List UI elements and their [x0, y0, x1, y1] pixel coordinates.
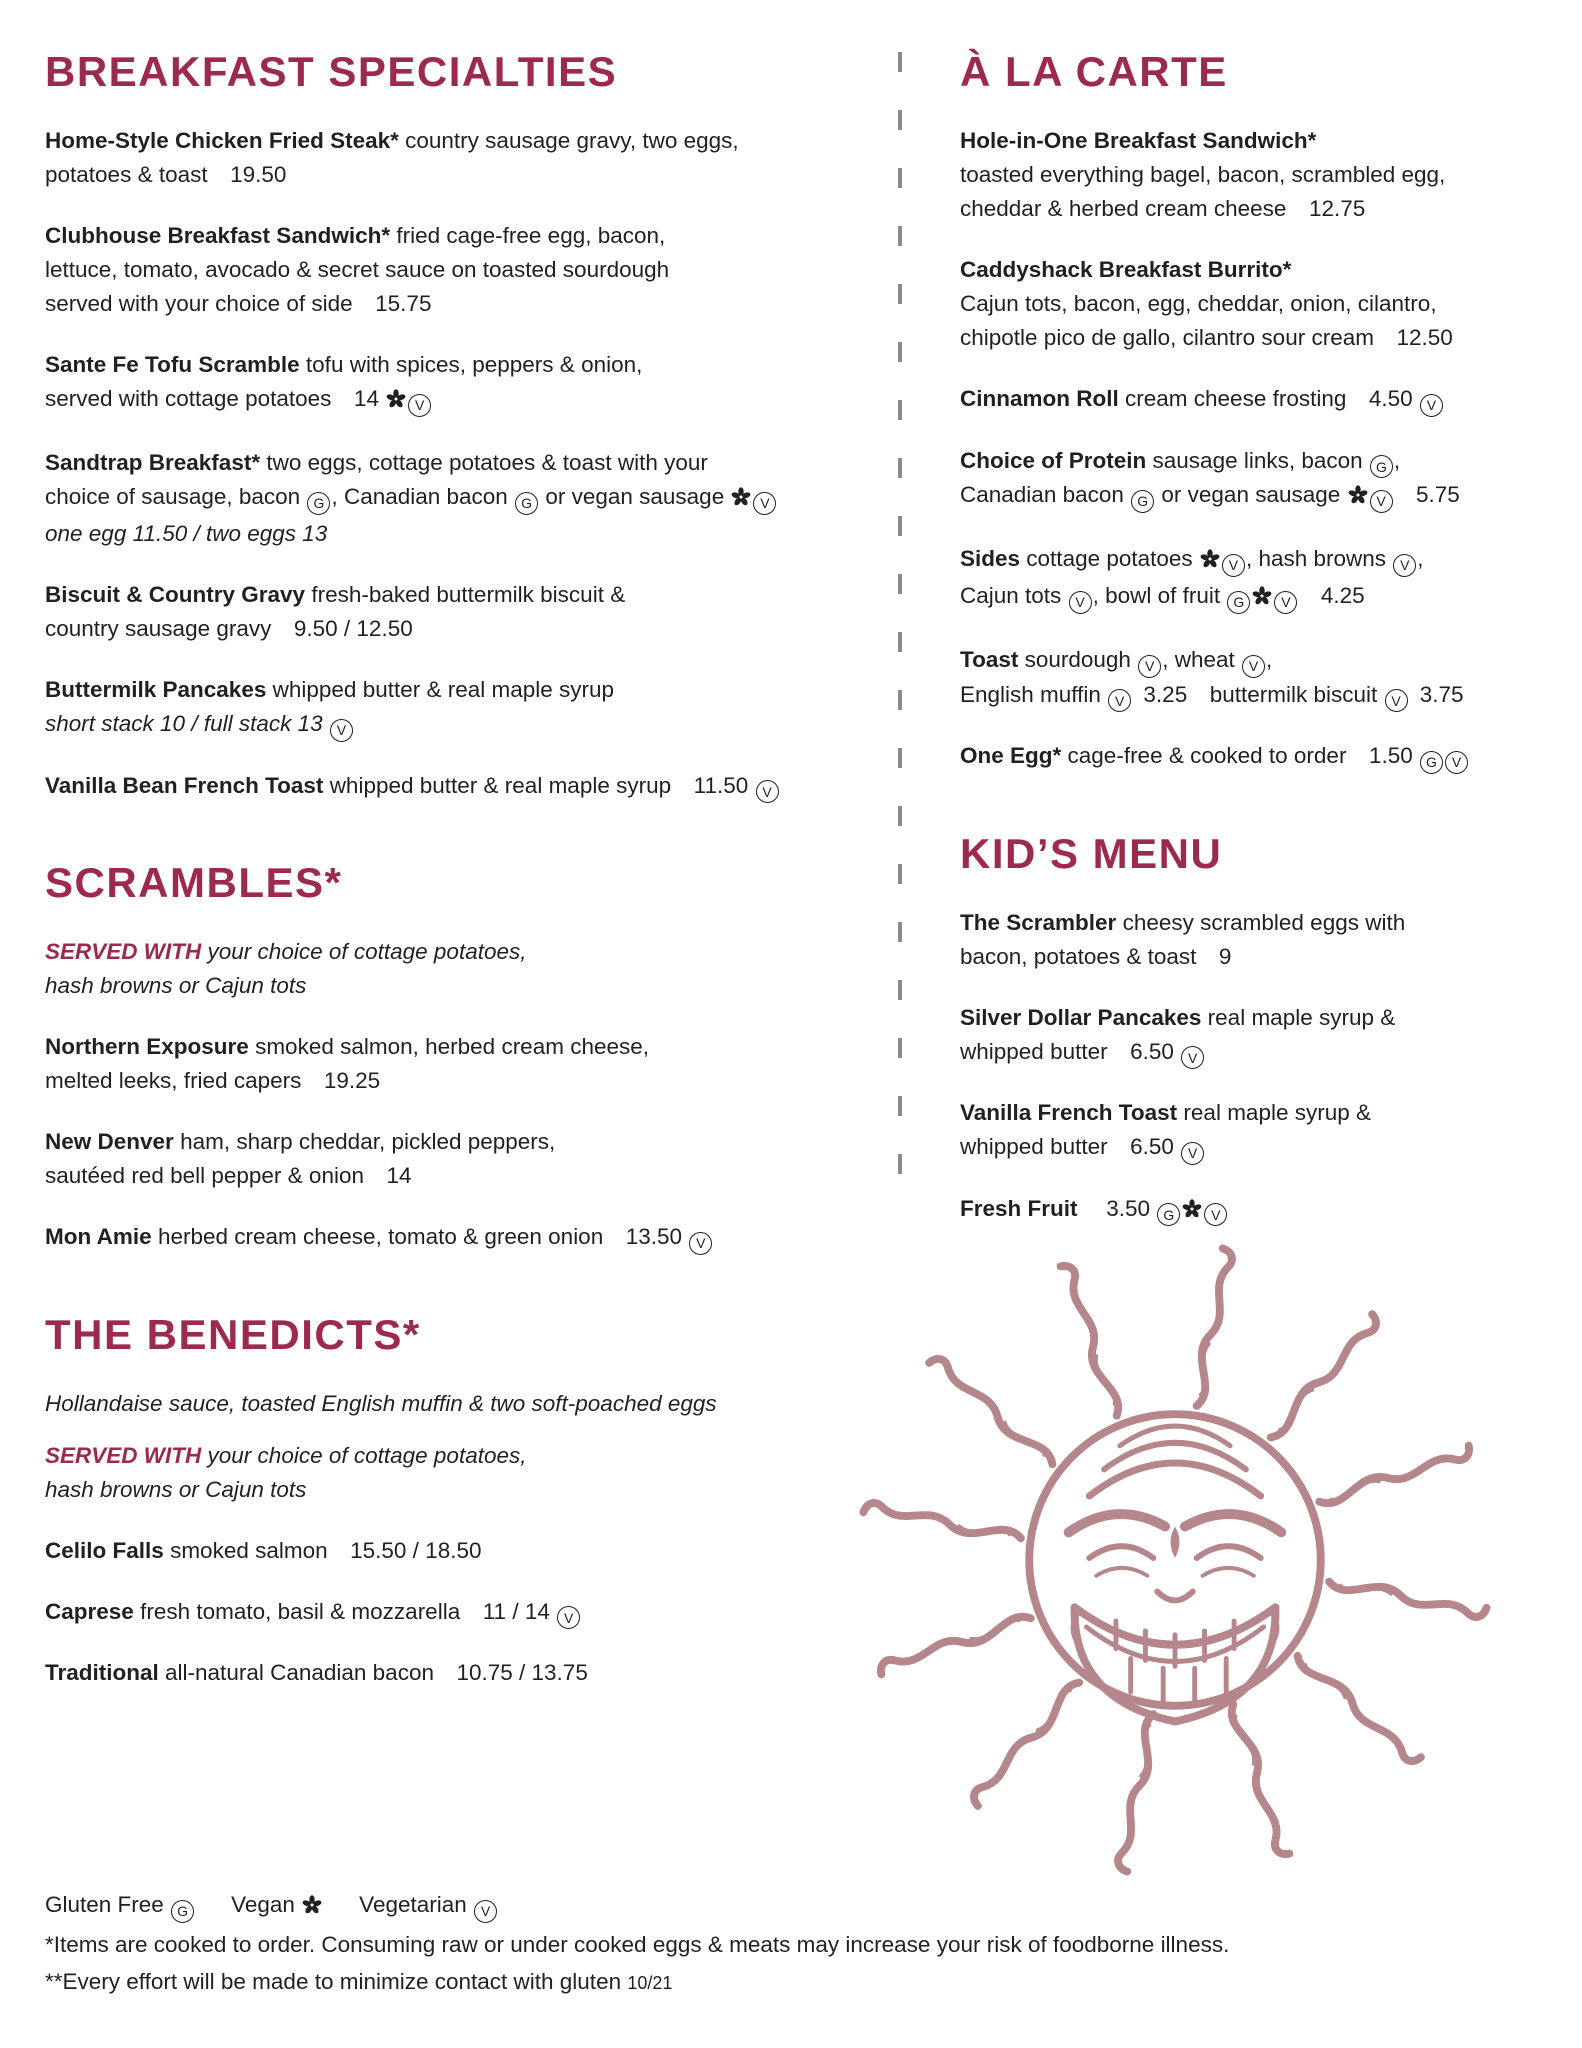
serving-note-text: your choice of cottage potatoes, hash browns or Cajun tots: [45, 1442, 527, 1502]
section-intro: Hollandaise sauce, toasted English muffin & two soft-poached eggs: [45, 1390, 717, 1416]
menu-item: [960, 906, 1574, 974]
item-description: whipped butter & real maple syrup: [272, 677, 615, 703]
vegetarian-icon: V: [1108, 689, 1131, 712]
menu-section: [45, 1310, 901, 1691]
vegetarian-icon: V: [1222, 554, 1245, 577]
item-name: Sante Fe Tofu Scramble: [45, 352, 300, 378]
menu-item: [45, 348, 901, 419]
footer: [45, 1886, 1545, 2002]
vegetarian-icon: V: [1393, 554, 1416, 577]
menu-item: [960, 542, 1574, 616]
menu-item: [45, 769, 901, 804]
gluten-free-icon: G: [1131, 490, 1154, 513]
item-name: Sides: [960, 546, 1021, 572]
item-description: sourdough V , wheat V , English muffin V 3.25 buttermilk biscuit V 3.75: [960, 647, 1464, 707]
right-column: [960, 50, 1574, 1256]
item-name: Mon Amie: [45, 1224, 152, 1250]
item-name: Sandtrap Breakfast*: [45, 450, 261, 476]
vegetarian-icon: V: [1370, 490, 1393, 513]
item-description: fresh-baked buttermilk biscuit & country sausage gravy 9.50 / 12.50: [45, 582, 626, 642]
item-description: cage-free & cooked to order 1.50 G V: [1061, 743, 1469, 768]
vegetarian-icon: V: [557, 1606, 580, 1629]
column-divider: [898, 52, 902, 1180]
legend-item: [231, 1892, 323, 1917]
item-name: Vanilla Bean French Toast: [45, 772, 324, 798]
item-name: Biscuit & Country Gravy: [45, 582, 306, 608]
item-name: One Egg*: [960, 743, 1062, 769]
item-description: tofu with spices, peppers & onion, served with cottage potatoes 14 V: [45, 352, 642, 411]
item-name: Home-Style Chicken Fried Steak*: [45, 128, 399, 154]
item-description: 3.50 G V: [1078, 1196, 1229, 1221]
item-description: whipped butter & real maple syrup 11.50 V: [323, 773, 779, 798]
legend-item: [359, 1892, 498, 1917]
legend-label: Gluten Free: [45, 1892, 164, 1917]
item-name: Traditional: [45, 1660, 159, 1686]
vegan-icon: [1200, 545, 1220, 579]
menu-item: [45, 673, 901, 742]
menu-item: [960, 1001, 1574, 1070]
vegetarian-icon: V: [1181, 1046, 1204, 1069]
menu-item: [45, 124, 901, 192]
gluten-free-icon: G: [307, 492, 330, 515]
section-title: À LA CARTE: [960, 48, 1228, 95]
vegetarian-icon: V: [1204, 1203, 1227, 1226]
item-description: Cajun tots, bacon, egg, cheddar, onion, cilantro, chipotle pico de gallo, cilantro sour cream 12.50: [960, 291, 1453, 351]
item-name: Caprese: [45, 1598, 134, 1624]
serving-note: [45, 935, 901, 1003]
section-title: KID’S MENU: [960, 829, 1223, 877]
item-name: Choice of Protein: [960, 447, 1147, 473]
sun-rays: [863, 1248, 1488, 1873]
sun-illustration: [850, 1235, 1500, 1885]
item-description: real maple syrup & whipped butter 6.50 V: [960, 1100, 1371, 1159]
legend-label: Vegan: [231, 1892, 295, 1917]
gluten-free-icon: G: [515, 492, 538, 515]
item-name: Fresh Fruit: [960, 1195, 1078, 1221]
menu-item: [960, 124, 1574, 226]
legend-item: [45, 1892, 195, 1917]
item-name: The Scrambler: [960, 909, 1117, 935]
dietary-legend: [45, 1886, 1545, 1926]
menu-item: [45, 1534, 901, 1568]
item-name: Northern Exposure: [45, 1034, 249, 1060]
menu-section: [45, 50, 901, 803]
vegetarian-icon: V: [753, 492, 776, 515]
menu-item: [960, 1096, 1574, 1165]
menu-section: [960, 50, 1574, 774]
item-description: herbed cream cheese, tomato & green onion 13.50 V: [152, 1224, 714, 1249]
menu-item: [45, 1125, 901, 1193]
item-description: smoked salmon, herbed cream cheese, melted leeks, fried capers 19.25: [45, 1034, 650, 1094]
item-name: Caddyshack Breakfast Burrito*: [960, 257, 1292, 283]
disclaimer-cooked-to-order: *Items are cooked to order. Consuming raw or under cooked eggs & meats may increase your risk of foodborne illness.: [45, 1932, 1230, 1957]
vegetarian-icon: V: [1242, 655, 1265, 678]
vegan-icon: [386, 385, 406, 419]
serving-note-text: your choice of cottage potatoes, hash browns or Cajun tots: [45, 939, 527, 999]
disclaimer-gluten: [45, 1963, 1545, 2002]
vegan-icon: [731, 483, 751, 517]
item-name: Cinnamon Roll: [960, 386, 1119, 412]
left-column: [45, 50, 901, 1717]
serving-note: [45, 1439, 901, 1507]
item-description: real maple syrup & whipped butter 6.50 V: [960, 1005, 1395, 1064]
menu-item: [960, 1192, 1574, 1229]
item-name: Celilo Falls: [45, 1537, 164, 1563]
menu-item: [960, 253, 1574, 355]
item-description: ham, sharp cheddar, pickled peppers, sautéed red bell pepper & onion 14: [45, 1129, 556, 1189]
menu-section: [45, 861, 901, 1255]
gluten-free-icon: G: [1370, 455, 1393, 478]
item-name: Hole-in-One Breakfast Sandwich*: [960, 128, 1317, 154]
sun-face: [1029, 1414, 1321, 1721]
vegetarian-icon: V: [1274, 591, 1297, 614]
vegetarian-icon: V: [689, 1232, 712, 1255]
menu-section: [960, 829, 1574, 1229]
item-description: cream cheese frosting 4.50 V: [1119, 386, 1444, 411]
vegan-icon: [1252, 582, 1272, 616]
item-description: country sausage gravy, two eggs, potatoes & toast 19.50: [45, 128, 739, 188]
item-subline: one egg 11.50 / two eggs 13: [45, 521, 328, 547]
item-description: fresh tomato, basil & mozzarella 11 / 14 V: [134, 1599, 581, 1624]
disclaimer-gluten-text: **Every effort will be made to minimize contact with gluten: [45, 1969, 622, 1994]
item-name: New Denver: [45, 1129, 174, 1155]
served-with-label: SERVED WITH: [45, 939, 202, 965]
menu-item: [960, 643, 1574, 712]
item-description: smoked salmon 15.50 / 18.50: [170, 1537, 482, 1563]
vegetarian-icon: V: [1420, 394, 1443, 417]
menu-item: [45, 1656, 901, 1690]
gluten-free-icon: G: [171, 1900, 194, 1923]
gluten-free-icon: G: [1227, 591, 1250, 614]
menu-item: [960, 382, 1574, 417]
vegan-icon: [1182, 1195, 1202, 1229]
menu-item: [960, 444, 1574, 516]
vegetarian-icon: V: [330, 719, 353, 742]
section-title: THE BENEDICTS*: [45, 1310, 421, 1358]
date-code: 10/21: [627, 1973, 673, 1993]
vegetarian-icon: V: [1069, 591, 1092, 614]
menu-item: [45, 578, 901, 646]
vegetarian-icon: V: [474, 1900, 497, 1923]
item-description: cheesy scrambled eggs with bacon, potatoes & toast 9: [960, 909, 1406, 969]
vegetarian-icon: V: [1445, 751, 1468, 774]
item-name: Clubhouse Breakfast Sandwich*: [45, 223, 391, 249]
item-name: Vanilla French Toast: [960, 1100, 1178, 1126]
item-subline: short stack 10 / full stack 13 V: [45, 711, 354, 736]
menu-item: [45, 219, 901, 321]
legend-label: Vegetarian: [359, 1892, 467, 1917]
menu-item: [960, 739, 1574, 774]
menu-item: [45, 1595, 901, 1630]
menu-item: [45, 1030, 901, 1098]
item-description: cottage potatoes V , hash browns V , Cajun tots V , bowl of fruit G V 4.25: [960, 546, 1424, 608]
vegetarian-icon: V: [1138, 655, 1161, 678]
item-description: toasted everything bagel, bacon, scrambled egg, cheddar & herbed cream cheese 12.75: [960, 162, 1446, 222]
item-description: two eggs, cottage potatoes & toast with your choice of sausage, bacon G , Canadian bacon G or vegan sausage V: [45, 450, 777, 509]
item-description: all-natural Canadian bacon 10.75 / 13.75: [165, 1660, 588, 1686]
vegetarian-icon: V: [756, 780, 779, 803]
vegan-icon: [302, 1889, 322, 1926]
vegetarian-icon: V: [1385, 689, 1408, 712]
served-with-label: SERVED WITH: [45, 1442, 202, 1468]
section-title: BREAKFAST SPECIALTIES: [45, 48, 618, 95]
menu-item: [45, 446, 901, 551]
vegetarian-icon: V: [1181, 1142, 1204, 1165]
section-title: SCRAMBLES*: [45, 859, 343, 907]
item-name: Silver Dollar Pancakes: [960, 1004, 1202, 1030]
gluten-free-icon: G: [1420, 751, 1443, 774]
gluten-free-icon: G: [1157, 1203, 1180, 1226]
item-name: Toast: [960, 647, 1019, 673]
item-description: fried cage-free egg, bacon, lettuce, tomato, avocado & secret sauce on toasted sourdough served with your choice of side 15.75: [45, 223, 670, 317]
vegetarian-icon: V: [408, 394, 431, 417]
menu-item: [45, 1220, 901, 1255]
item-description: sausage links, bacon G , Canadian bacon G or vegan sausage V 5.75: [960, 448, 1460, 508]
item-name: Buttermilk Pancakes: [45, 677, 267, 703]
vegan-icon: [1348, 481, 1368, 515]
